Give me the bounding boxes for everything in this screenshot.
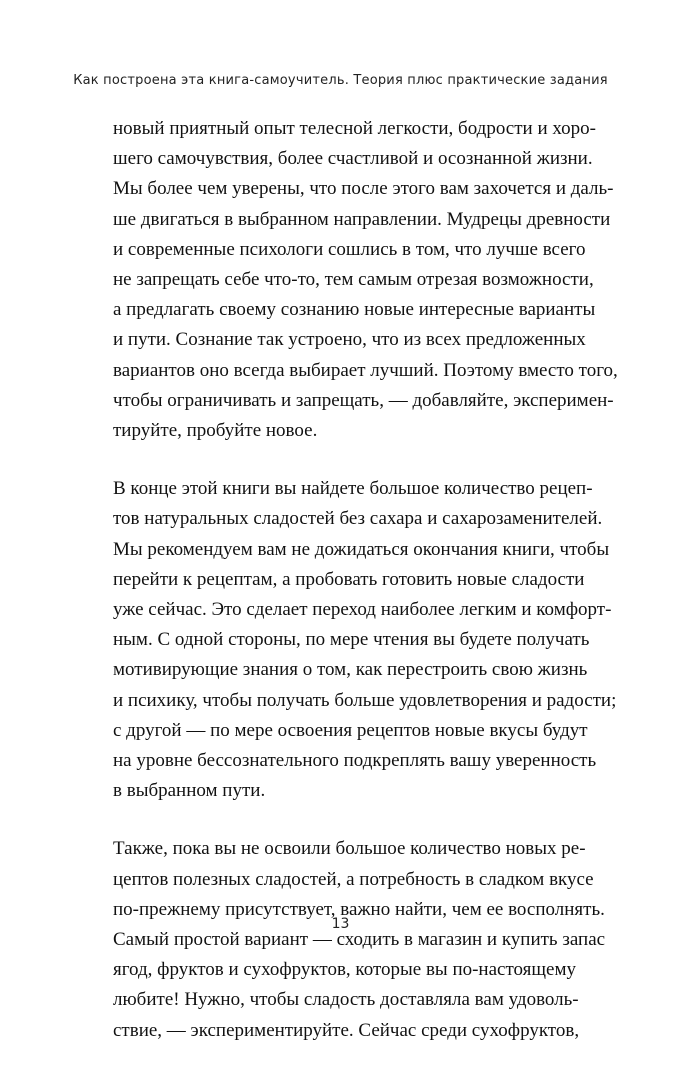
text-line: ствие, — экспериментируйте. Сейчас среди сухофруктов, bbox=[113, 1019, 580, 1041]
text-line: Также, пока вы не освоили большое количество новых ре- bbox=[113, 838, 586, 860]
text-line: перейти к рецептам, а пробовать готовить новые сладости bbox=[113, 568, 585, 590]
text-line: и современные психологи сошлись в том, что лучше всего bbox=[113, 238, 586, 260]
text-line: Мы рекомендуем вам не дожидаться окончания книги, чтобы bbox=[113, 538, 610, 560]
text-line: чтобы ограничивать и запрещать, — добавляйте, эксперимен- bbox=[113, 389, 614, 411]
text-line: и психику, чтобы получать больше удовлетворения и радости; bbox=[113, 689, 617, 711]
text-line: ягод, фруктов и сухофруктов, которые вы по-настоящему bbox=[113, 959, 576, 981]
text-line: Самый простой вариант — сходить в магазин и купить запас bbox=[113, 929, 606, 951]
text-line: ным. С одной стороны, по мере чтения вы будете получать bbox=[113, 629, 590, 651]
text-line: на уровне бессознательного подкреплять вашу уверенность bbox=[113, 750, 597, 772]
running-title: Как построена эта книга-самоучитель. Теория плюс практические задания bbox=[73, 73, 608, 88]
text-line: с другой — по мере освоения рецептов новые вкусы будут bbox=[113, 719, 588, 741]
paragraph-2 bbox=[113, 474, 617, 806]
text-line: тируйте, пробуйте новое. bbox=[113, 420, 318, 442]
text-line: Мы более чем уверены, что после этого вам захочется и даль- bbox=[113, 178, 614, 200]
text-line: шего самочувствия, более счастливой и осознанной жизни. bbox=[113, 148, 593, 170]
text-line: цептов полезных сладостей, а потребность в сладком вкусе bbox=[113, 868, 594, 890]
text-line: новый приятный опыт телесной легкости, бодрости и хоро- bbox=[113, 118, 596, 139]
text-line: а предлагать своему сознанию новые интересные варианты bbox=[113, 299, 596, 321]
text-line: и пути. Сознание так устроено, что из всех предложенных bbox=[113, 329, 586, 351]
text-line: мотивирующие знания о том, как перестроить свою жизнь bbox=[113, 659, 588, 681]
text-line: ше двигаться в выбранном направлении. Мудрецы древности bbox=[113, 208, 611, 230]
text-line: вариантов оно всегда выбирает лучший. Поэтому вместо того, bbox=[113, 359, 618, 381]
paragraph-1 bbox=[113, 114, 618, 446]
text-line: тов натуральных сладостей без сахара и сахарозаменителей. bbox=[113, 508, 603, 530]
paragraph-3 bbox=[113, 834, 606, 1045]
text-line: В конце этой книги вы найдете большое количество рецеп- bbox=[113, 478, 593, 500]
text-line: по-прежнему присутствует, важно найти, чем ее восполнять. bbox=[113, 898, 605, 920]
text-line: уже сейчас. Это сделает переход наиболее легким и комфорт- bbox=[113, 599, 612, 621]
page-number: 13 bbox=[331, 916, 350, 932]
text-line: в выбранном пути. bbox=[113, 780, 266, 802]
text-line: не запрещать себе что-то, тем самым отрезая возможности, bbox=[113, 269, 594, 291]
text-line: любите! Нужно, чтобы сладость доставляла вам удоволь- bbox=[113, 989, 579, 1011]
